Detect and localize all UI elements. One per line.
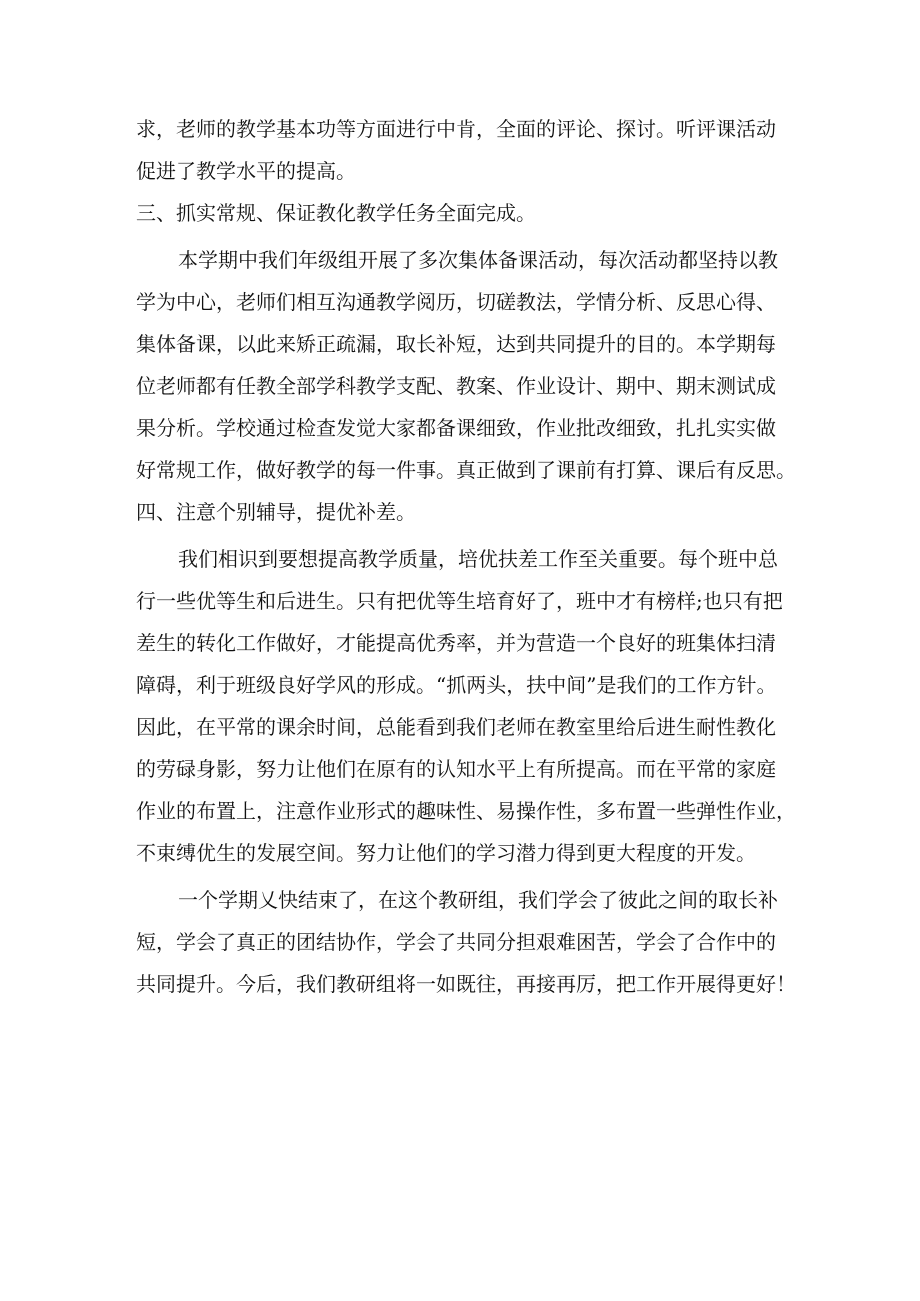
text-line: 一个学期乂快结束了，在这个教研组，我们学会了彼此之间的取长补 [178, 888, 778, 912]
text-line: 集体备课，以此来矫正疏漏，取长补短，达到共同提升的目的。本学期每 [136, 332, 776, 356]
text-line: 学为中心，老师们相互沟通教学阅历，切磋教法，学情分析、反思心得、 [136, 290, 776, 314]
section-3-paragraph [136, 245, 796, 485]
section-heading-4: 四、注意个别辅导，提优补差。 [136, 500, 416, 524]
text-line: 共同提升。今后，我们教研组将一如既往，再接再厉，把工作开展得更好！ [136, 972, 796, 996]
text-line: 我们相识到要想提高教学质量，培优扶差工作至关重要。每个班中总 [178, 547, 778, 571]
section-heading-3: 三、抓实常规、保证教化教学任务全面完成。 [136, 201, 536, 225]
text-line: 作业的布置上，注意作业形式的趣味性、易操作性，多布置一些弹性作业， [136, 799, 796, 823]
text-line: 不束缚优生的发展空间。努力让他们的学习潜力得到更大程度的开发。 [136, 841, 756, 865]
text-line: 的劳碌身影，努力让他们在原有的认知水平上有所提高。而在平常的家庭 [136, 757, 776, 781]
text-line: 果分析。学校通过检查发觉大家都备课细致，作业批改细致，扎扎实实做 [136, 416, 776, 440]
text-line: 障碍，利于班级良好学风的形成。“抓两头，扶中间”是我们的工作方针。 [136, 673, 777, 697]
text-line: 差生的转化工作做好，才能提高优秀率，并为营造一个良好的班集体扫清 [136, 631, 776, 655]
section-4-paragraph [136, 544, 796, 868]
text-line: 位老师都有任教全部学科教学支配、教案、作业设计、期中、期末测试成 [136, 374, 776, 398]
document-page [136, 114, 796, 999]
intro-paragraph [136, 114, 796, 186]
text-line: 求，老师的教学基本功等方面进行中肯，全面的评论、探讨。听评课活动 [136, 117, 776, 141]
text-line: 促进了教学水平的提高。 [136, 159, 356, 183]
text-line: 因此，在平常的课余时间，总能看到我们老师在教室里给后进生耐性教化 [136, 715, 776, 739]
text-line: 行一些优等生和后进生。只有把优等生培育好了，班中才有榜样;也只有把 [136, 589, 783, 613]
text-line: 好常规工作，做好教学的每一件事。真正做到了课前有打算、课后有反思。 [136, 458, 796, 482]
text-line: 本学期中我们年级组开展了多次集体备课活动，每次活动都坚持以教 [178, 248, 778, 272]
text-line: 短，学会了真正的团结协作，学会了共同分担艰难困苦，学会了合作中的 [136, 930, 776, 954]
closing-paragraph [136, 885, 796, 999]
